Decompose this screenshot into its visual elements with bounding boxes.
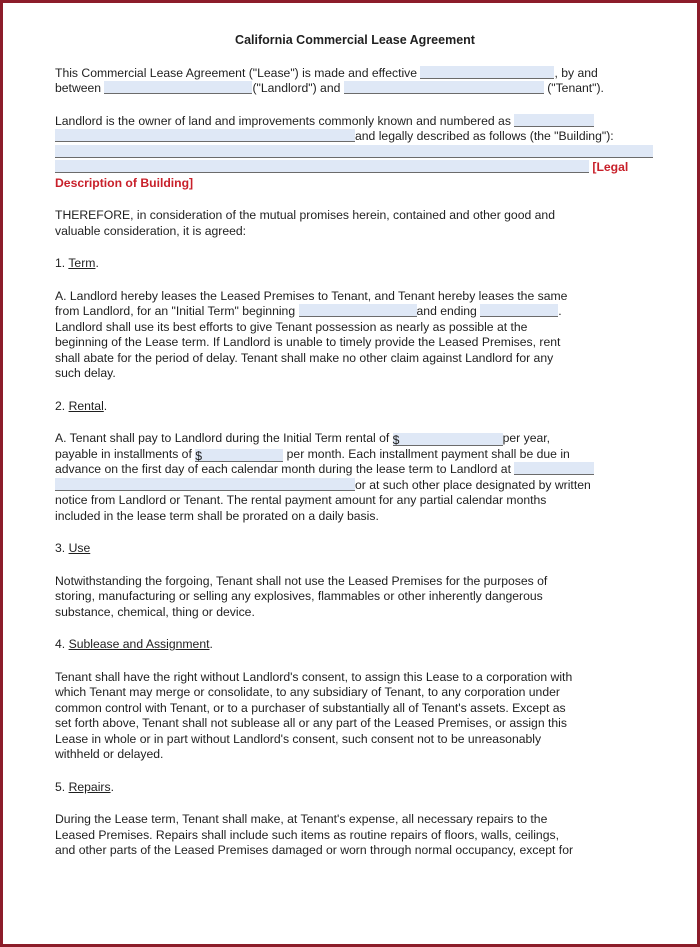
payment-address-field-1[interactable] bbox=[514, 462, 594, 475]
payment-address-field-2[interactable] bbox=[55, 478, 355, 491]
term-end-date-field[interactable] bbox=[480, 304, 558, 317]
legal-description-field-1[interactable] bbox=[55, 145, 653, 158]
rental-heading-title: Rental bbox=[68, 398, 104, 413]
tenant-name-field[interactable] bbox=[344, 81, 544, 94]
building-address-field[interactable] bbox=[55, 129, 355, 142]
land-text-1: Landlord is the owner of land and improvements commonly known and numbered as bbox=[55, 113, 511, 128]
lease-document bbox=[55, 33, 655, 876]
legal-placeholder-b: Description of Building] bbox=[55, 175, 194, 190]
sublease-paragraph: Tenant shall have the right without Landlord's consent, to assign this Lease to a corporation with which Tenant may merge or consolidate, to any subsidiary of Tenant, to any corporation under common control with Tenant, or to a purchaser of substantially all of Tenant's assets. Except as set forth above, Tenant shall not sublease all or any part of the Leased Premises, or assign this Lease in whole or in part without Landlord's consent, such consent not to be unreasonably withheld or delayed. bbox=[55, 669, 573, 761]
intro-text-1: This Commercial Lease Agreement ("Lease") is made and effective bbox=[55, 65, 418, 80]
section-heading-term: 1. Term. bbox=[55, 256, 99, 270]
section-heading-sublease: 4. Sublease and Assignment. bbox=[55, 637, 213, 651]
therefore-paragraph bbox=[55, 208, 655, 239]
intro-text-3: between bbox=[55, 81, 102, 95]
building-number-field[interactable] bbox=[514, 114, 594, 127]
effective-date-field[interactable] bbox=[420, 66, 554, 79]
therefore-line-1: THEREFORE, in consideration of the mutual promises herein, contained and other good and bbox=[55, 208, 555, 222]
sublease-heading-title: Sublease and Assignment bbox=[68, 637, 210, 651]
term-start-date-field[interactable] bbox=[299, 304, 417, 317]
therefore-line-2: valuable consideration, it is agreed: bbox=[55, 223, 247, 238]
intro-text-2: , by and bbox=[554, 65, 598, 80]
legal-description-field-2[interactable] bbox=[55, 160, 589, 173]
land-text-2: and legally described as follows (the "Building"): bbox=[355, 129, 614, 143]
repairs-paragraph: During the Lease term, Tenant shall make, at Tenant's expense, all necessary repairs to the Leased Premises. Repairs shall include such items as routine repairs of floors, walls, ceilings, and other parts of the Leased Premises damaged or worn through normal occupancy, except for bbox=[55, 812, 574, 857]
document-title: California Commercial Lease Agreement bbox=[235, 33, 475, 47]
intro-text-4: ("Landlord") and bbox=[252, 81, 341, 95]
term-paragraph: A. Landlord hereby leases the Leased Premises to Tenant, and Tenant hereby leases the same from Landlord, for an "Initial Term" beginning and ending . Landlord shall use its best efforts to give Tenant possession as nearly as possible at the beginning of the Lease term. If Landlord is unable to timely provide the Leased Premises, rent shall abate for the period of delay. Tenant shall make no other claim against Landlord for any such delay. bbox=[55, 288, 568, 380]
repairs-heading-title: Repairs bbox=[68, 779, 111, 794]
intro-text-5: ("Tenant"). bbox=[547, 81, 604, 95]
term-heading-title: Term bbox=[68, 256, 96, 270]
annual-rent-field[interactable]: $ bbox=[393, 433, 503, 446]
landlord-name-field[interactable] bbox=[104, 81, 252, 94]
legal-placeholder-a: [Legal bbox=[592, 160, 629, 174]
building-paragraph bbox=[55, 114, 655, 192]
use-heading-title: Use bbox=[68, 541, 91, 555]
section-heading-repairs: 5. Repairs. bbox=[55, 779, 114, 794]
section-heading-rental: 2. Rental. bbox=[55, 398, 108, 413]
section-heading-use: 3. Use bbox=[55, 541, 91, 555]
monthly-rent-field[interactable]: $ bbox=[195, 449, 283, 462]
intro-paragraph bbox=[55, 66, 655, 97]
use-paragraph: Notwithstanding the forgoing, Tenant shall not use the Leased Premises for the purposes of storing, manufacturing or selling any explosives, flammables or other inherently dangerous substance, chemical, thing or device. bbox=[55, 573, 548, 619]
rental-paragraph: A. Tenant shall pay to Landlord during the Initial Term rental of $ per year, payable in installments of $ per month. Each installment payment shall be due in advance on the first day of each calendar month during the lease term to Landlord at or at such other place designated by written notice from Landlord or Tenant. The rental payment amount for any partial calendar months included in the lease term shall be prorated on a daily basis. bbox=[55, 431, 655, 524]
